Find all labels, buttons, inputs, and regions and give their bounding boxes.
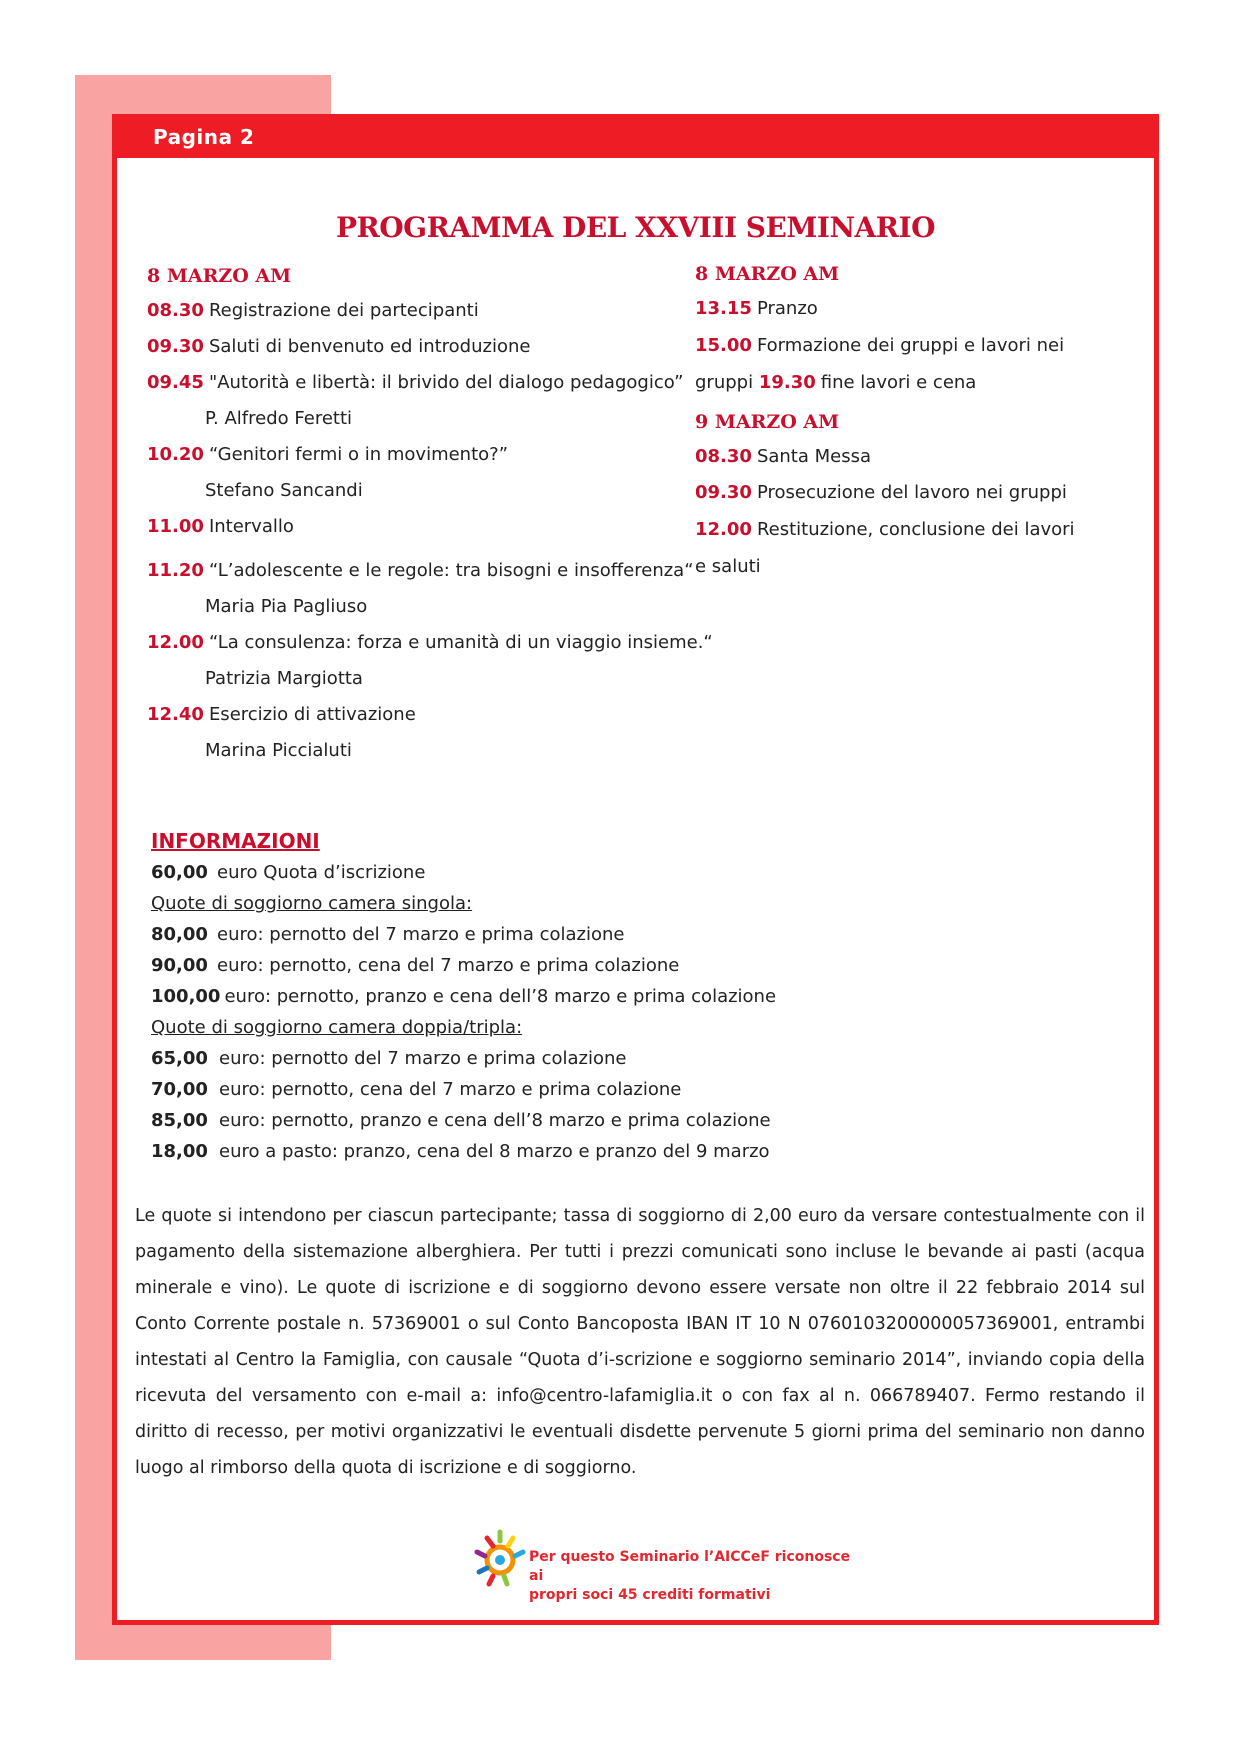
item-text: Formazione dei gruppi e lavori nei gruppi bbox=[695, 335, 1065, 393]
price-desc: euro: pernotto, pranzo e cena dell’8 marzo e prima colazione bbox=[219, 1110, 771, 1131]
item-time: 08.30 bbox=[695, 446, 752, 467]
speaker-name: P. Alfredo Feretti bbox=[205, 408, 353, 429]
item-text: "Autorità e libertà: il brivido del dialogo pedagogico” bbox=[208, 372, 684, 393]
program-item bbox=[147, 365, 684, 401]
day-heading: 9 MARZO AM bbox=[695, 411, 840, 433]
item-text: “L’adolescente e le regole: tra bisogni e insofferenza“ bbox=[208, 560, 694, 581]
price-row bbox=[151, 950, 1051, 981]
price-row bbox=[151, 1043, 1051, 1074]
program-item bbox=[695, 291, 1075, 327]
info-heading: INFORMAZIONI bbox=[151, 829, 320, 853]
item-text: Restituzione, conclusione dei lavori e saluti bbox=[695, 519, 1075, 577]
item-time: 10.20 bbox=[147, 444, 204, 465]
page-title: PROGRAMMA DEL XXVIII SEMINARIO bbox=[335, 211, 936, 244]
item-time: 13.15 bbox=[695, 298, 752, 319]
price-row bbox=[151, 1136, 1051, 1167]
program-item bbox=[147, 293, 677, 329]
price-row bbox=[151, 1074, 1051, 1105]
price-desc: euro: pernotto, pranzo e cena dell’8 marzo e prima colazione bbox=[224, 986, 777, 1007]
item-time: 11.20 bbox=[147, 560, 204, 581]
speaker-name: Patrizia Margiotta bbox=[205, 668, 363, 689]
price-row bbox=[151, 981, 1051, 1012]
item-time: 12.00 bbox=[147, 632, 204, 653]
program-item bbox=[695, 327, 1075, 401]
credits-note-line2: propri soci 45 crediti formativi bbox=[529, 1587, 771, 1603]
price-desc: euro: pernotto, cena del 7 marzo e prima colazione bbox=[219, 1079, 682, 1100]
double-room-heading: Quote di soggiorno camera doppia/tripla: bbox=[151, 1017, 523, 1038]
program-item bbox=[695, 439, 1075, 475]
price-amount: 85,00 bbox=[151, 1110, 208, 1131]
speaker-name: Maria Pia Pagliuso bbox=[205, 596, 368, 617]
day-heading: 8 MARZO AM bbox=[147, 265, 292, 287]
price-desc: euro a pasto: pranzo, cena del 8 marzo e pranzo del 9 marzo bbox=[219, 1141, 770, 1162]
item-text: Prosecuzione del lavoro nei gruppi bbox=[756, 482, 1067, 503]
speaker-name: Stefano Sancandi bbox=[205, 480, 363, 501]
program-item bbox=[147, 437, 677, 473]
item-text: “Genitori fermi o in movimento?” bbox=[208, 444, 509, 465]
day-heading: 8 MARZO AM bbox=[695, 263, 840, 285]
program-item bbox=[147, 329, 677, 365]
price-row bbox=[151, 857, 1051, 888]
program-item bbox=[695, 511, 1075, 585]
price-row bbox=[151, 919, 1051, 950]
item-time: 09.30 bbox=[147, 336, 204, 357]
item-text: Saluti di benvenuto ed introduzione bbox=[208, 336, 531, 357]
item-time: 12.00 bbox=[695, 519, 752, 540]
credits-note-line1: Per questo Seminario l’AICCeF riconosce ai bbox=[529, 1549, 851, 1584]
price-row bbox=[151, 1105, 1051, 1136]
program-item bbox=[695, 475, 1075, 511]
price-amount: 80,00 bbox=[151, 924, 208, 945]
program-right-column bbox=[695, 263, 1075, 585]
item-text: Esercizio di attivazione bbox=[208, 704, 416, 725]
item-time: 15.00 bbox=[695, 335, 752, 356]
item-time: 19.30 bbox=[758, 372, 816, 393]
program-item bbox=[147, 553, 694, 589]
payment-paragraph: Le quote si intendono per ciascun partecipante; tassa di soggiorno di 2,00 euro da versare contestualmente con il pagamento della sistemazione alberghiera. Per tutti i prezzi comunicati sono incluse le bevande ai pasti (acqua minerale e vino). Le quote di iscrizione e di soggiorno devono essere versate non oltre il 22 febbraio 2014 sul Conto Corrente postale n. 57369001 o sul Conto Bancoposta IBAN IT 10 N 0760103200000057369001, entrambi intestati al Centro la Famiglia, con causale “Quota d’i-scrizione e soggiorno seminario 2014”, inviando copia della ricevuta del versamento con e-mail a: info@centro-lafamiglia.it o con fax al n. 066789407. Fermo restando il diritto di recesso, per motivi organizzativi le eventuali disdette pervenute 5 giorni prima del seminario non danno luogo al rimborso della quota di iscrizione e di soggiorno. bbox=[135, 1206, 1145, 1478]
item-text: Pranzo bbox=[756, 298, 818, 319]
price-desc: euro: pernotto del 7 marzo e prima colazione bbox=[219, 1048, 627, 1069]
price-desc: euro: pernotto del 7 marzo e prima colazione bbox=[217, 924, 625, 945]
speaker-name: Marina Piccialuti bbox=[205, 740, 352, 761]
item-text: Registrazione dei partecipanti bbox=[208, 300, 479, 321]
credits-note bbox=[529, 1548, 859, 1605]
header-bar bbox=[117, 119, 1154, 158]
price-amount: 100,00 bbox=[151, 986, 221, 1007]
program-left-column bbox=[147, 265, 713, 769]
item-time: 08.30 bbox=[147, 300, 204, 321]
page-frame bbox=[112, 114, 1159, 1625]
page-label: Pagina 2 bbox=[153, 125, 255, 149]
program-item bbox=[147, 509, 677, 545]
item-text: Intervallo bbox=[208, 516, 294, 537]
info-section bbox=[151, 829, 1051, 1167]
item-time: 12.40 bbox=[147, 704, 204, 725]
item-time: 09.45 bbox=[147, 372, 204, 393]
price-amount: 65,00 bbox=[151, 1048, 208, 1069]
price-amount: 18,00 bbox=[151, 1141, 208, 1162]
price-desc: euro Quota d’iscrizione bbox=[217, 862, 426, 883]
item-text: fine lavori e cena bbox=[820, 372, 977, 393]
item-time: 11.00 bbox=[147, 516, 204, 537]
price-amount: 90,00 bbox=[151, 955, 208, 976]
program-item bbox=[147, 697, 677, 733]
aiccef-logo-icon bbox=[465, 1524, 535, 1594]
item-text: Santa Messa bbox=[756, 446, 872, 467]
price-amount: 70,00 bbox=[151, 1079, 208, 1100]
program-item bbox=[147, 625, 713, 661]
item-text: “La consulenza: forza e umanità di un viaggio insieme.“ bbox=[208, 632, 713, 653]
item-time: 09.30 bbox=[695, 482, 752, 503]
price-amount: 60,00 bbox=[151, 862, 208, 883]
single-room-heading: Quote di soggiorno camera singola: bbox=[151, 893, 473, 914]
price-desc: euro: pernotto, cena del 7 marzo e prima colazione bbox=[217, 955, 680, 976]
